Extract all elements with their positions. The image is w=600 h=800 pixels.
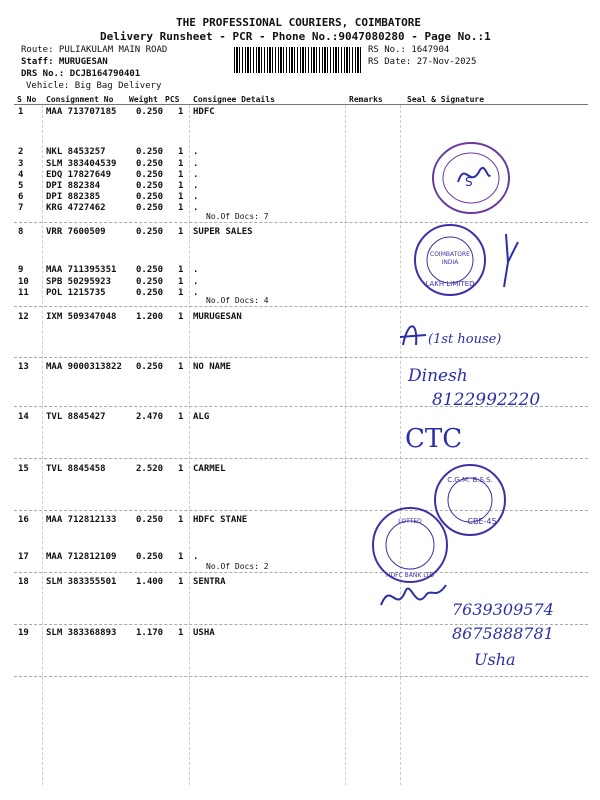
row-weight: 0.250 (136, 170, 164, 180)
row-weight: 1.200 (136, 312, 164, 322)
row-consignment: NKL 8453257 (46, 147, 106, 157)
docs-count: No.Of Docs: 7 (206, 212, 269, 221)
docs-count: No.Of Docs: 2 (206, 562, 269, 571)
row-sno: 9 (18, 265, 24, 275)
row-sno: 10 (18, 277, 29, 287)
handwriting-row13-name: Dinesh (408, 366, 468, 386)
col-pcs: PCS (165, 95, 180, 104)
row-pcs: 1 (178, 181, 184, 191)
row-weight: 1.400 (136, 577, 164, 587)
row-weight: 0.250 (136, 552, 164, 562)
stamp-4 (370, 505, 450, 585)
row-divider (14, 676, 588, 677)
row-consignee: . (193, 192, 199, 202)
stamp-2-line3: LAKH LIMITED (425, 280, 475, 288)
docs-count: No.Of Docs: 4 (206, 296, 269, 305)
row-pcs: 1 (178, 288, 184, 298)
vehicle-label: Vehicle: Big Bag Delivery (26, 81, 162, 91)
row-sno: 16 (18, 515, 29, 525)
row-consignee: . (193, 288, 199, 298)
row-pcs: 1 (178, 147, 184, 157)
row-sno: 14 (18, 412, 29, 422)
row-consignment: IXM 509347048 (46, 312, 117, 322)
row-consignee: ALG (193, 412, 210, 422)
staff-label: Staff: MURUGESAN (21, 57, 108, 67)
row-weight: 0.250 (136, 203, 164, 213)
row-consignee: . (193, 265, 199, 275)
row-pcs: 1 (178, 203, 184, 213)
row-pcs: 1 (178, 170, 184, 180)
row-sno: 19 (18, 628, 29, 638)
row-consignee: . (193, 181, 199, 191)
row-pcs: 1 (178, 192, 184, 202)
row-consignee: SENTRA (193, 577, 226, 587)
stamp-3-line1: C.G.M. B.S.S. (447, 476, 493, 484)
drs-label: DRS No.: DCJB164790401 (21, 69, 141, 79)
stamp-2-line2: INDIA (441, 259, 459, 266)
row-consignment: MAA 9000313822 (46, 362, 122, 372)
row-weight: 1.170 (136, 628, 164, 638)
row-consignee: . (193, 277, 199, 287)
row-sno: 11 (18, 288, 29, 298)
handwriting-row18-name: Usha (474, 650, 516, 669)
row-consignee: . (193, 203, 199, 213)
row-consignment: TVL 8845427 (46, 412, 106, 422)
row-pcs: 1 (178, 412, 184, 422)
col-divider (345, 105, 346, 785)
row-consignee: . (193, 147, 199, 157)
row-consignee: SUPER SALES (193, 227, 253, 237)
row-consignment: EDQ 17827649 (46, 170, 112, 180)
row-weight: 0.250 (136, 107, 164, 117)
row-consignee: HDFC (193, 107, 215, 117)
col-divider (189, 105, 190, 785)
row-sno: 6 (18, 192, 24, 202)
row-consignment: POL 1215735 (46, 288, 106, 298)
row-pcs: 1 (178, 159, 184, 169)
stamp-2-line1: COIMBATORE (430, 251, 470, 258)
handwriting-row18-phone2: 8675888781 (452, 624, 554, 643)
col-remarks: Remarks (349, 95, 383, 104)
row-divider (14, 222, 588, 223)
row-consignment: MAA 713707185 (46, 107, 117, 117)
row-consignment: KRG 4727462 (46, 203, 106, 213)
row-sno: 17 (18, 552, 29, 562)
row-weight: 0.250 (136, 147, 164, 157)
row-consignee: MURUGESAN (193, 312, 242, 322)
row-weight: 0.250 (136, 277, 164, 287)
row-consignee: USHA (193, 628, 215, 638)
row-divider (14, 306, 588, 307)
barcode (234, 47, 362, 73)
col-consignee: Consignee Details (193, 95, 275, 104)
handwriting-row13-phone: 8122992220 (432, 390, 541, 410)
row-consignment: SPB 50295923 (46, 277, 112, 287)
row-pcs: 1 (178, 464, 184, 474)
rs-number: RS No.: 1647904 (368, 45, 450, 55)
row-consignment: MAA 712812109 (46, 552, 117, 562)
row-weight: 0.250 (136, 362, 164, 372)
row-sno: 5 (18, 181, 24, 191)
row-weight: 0.250 (136, 192, 164, 202)
stamp-1 (430, 140, 512, 216)
stamp-4-line2: LOTTED (398, 518, 422, 525)
row-pcs: 1 (178, 265, 184, 275)
row-pcs: 1 (178, 277, 184, 287)
route-label: Route: PULIAKULAM MAIN ROAD (21, 45, 168, 55)
row-weight: 0.250 (136, 265, 164, 275)
col-weight: Weight (129, 95, 158, 104)
row-weight: 2.520 (136, 464, 164, 474)
row-consignee: NO NAME (193, 362, 231, 372)
row-consignment: SLM 383355501 (46, 577, 117, 587)
row-pcs: 1 (178, 362, 184, 372)
row-consignment: MAA 712812133 (46, 515, 117, 525)
row-pcs: 1 (178, 227, 184, 237)
runsheet-subtitle: Delivery Runsheet - PCR - Phone No.:9047080280 - Page No.:1 (100, 30, 491, 43)
row-consignee: HDFC STANE (193, 515, 248, 525)
row-weight: 2.470 (136, 412, 164, 422)
stamp-4-line1: HDFC BANK LTD (385, 572, 435, 579)
row-pcs: 1 (178, 552, 184, 562)
row-pcs: 1 (178, 577, 184, 587)
col-signature: Seal & Signature (407, 95, 485, 104)
company-title: THE PROFESSIONAL COURIERS, COIMBATORE (176, 16, 422, 29)
signature-row8 (496, 232, 526, 292)
signature-row12 (398, 315, 528, 355)
rs-date: RS Date: 27-Nov-2025 (368, 57, 477, 67)
stamp-3-line2: CBE-45 (467, 517, 497, 526)
row-consignee: . (193, 159, 199, 169)
row-consignee: . (193, 552, 199, 562)
row-sno: 12 (18, 312, 29, 322)
row-consignment: DPI 882384 (46, 181, 101, 191)
row-pcs: 1 (178, 628, 184, 638)
stamp-1-text: S (465, 175, 473, 189)
row-weight: 0.250 (136, 515, 164, 525)
row-consignee: . (193, 170, 199, 180)
row-divider (14, 357, 588, 358)
row-divider (14, 458, 588, 459)
row-sno: 4 (18, 170, 24, 180)
row-sno: 3 (18, 159, 24, 169)
row-divider (14, 572, 588, 573)
stamp-2 (410, 222, 490, 298)
handwriting-row14: CTC (405, 424, 463, 454)
handwriting-row18-phone1: 7639309574 (452, 600, 554, 619)
row-weight: 0.250 (136, 227, 164, 237)
row-pcs: 1 (178, 107, 184, 117)
handwriting-row12: (1st house) (428, 332, 502, 347)
row-weight: 0.250 (136, 288, 164, 298)
row-sno: 15 (18, 464, 29, 474)
row-sno: 18 (18, 577, 29, 587)
row-sno: 7 (18, 203, 24, 213)
row-weight: 0.250 (136, 159, 164, 169)
row-weight: 0.250 (136, 181, 164, 191)
row-sno: 13 (18, 362, 29, 372)
row-consignment: DPI 882385 (46, 192, 101, 202)
col-divider (400, 105, 401, 785)
row-consignment: SLM 383368893 (46, 628, 117, 638)
row-consignment: SLM 383404539 (46, 159, 117, 169)
col-consignment: Consignment No (46, 95, 114, 104)
row-pcs: 1 (178, 515, 184, 525)
row-consignment: MAA 711395351 (46, 265, 117, 275)
row-pcs: 1 (178, 312, 184, 322)
row-consignment: VRR 7600509 (46, 227, 106, 237)
row-consignment: TVL 8845458 (46, 464, 106, 474)
col-divider (42, 105, 43, 785)
col-sno: S No (17, 95, 37, 104)
row-sno: 2 (18, 147, 24, 157)
row-sno: 1 (18, 107, 24, 117)
row-consignee: CARMEL (193, 464, 226, 474)
row-sno: 8 (18, 227, 24, 237)
header-rule (14, 104, 588, 105)
